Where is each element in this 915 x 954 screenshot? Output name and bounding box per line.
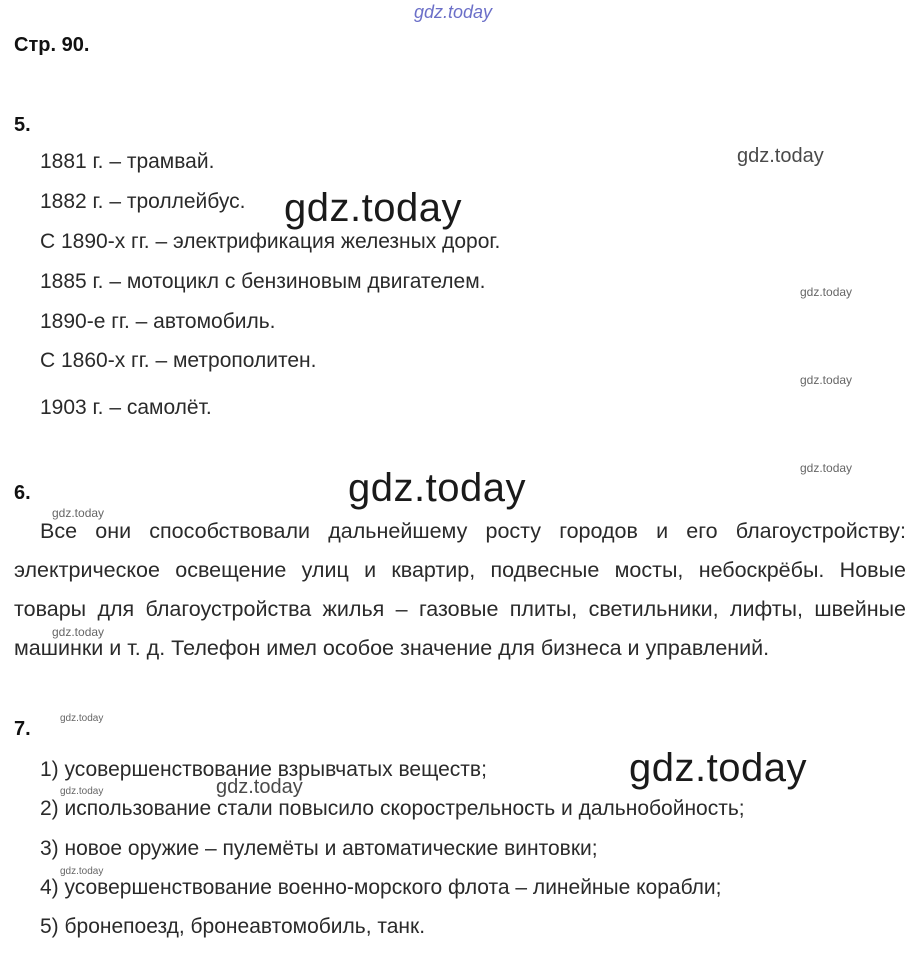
section-number: 5. (14, 114, 31, 136)
watermark-tiny: gdz.today (60, 866, 104, 877)
list-item: 2) использование стали повысило скорострельность и дальнобойность; (40, 797, 745, 820)
section-number: 6. (14, 482, 31, 504)
list-item: 1881 г. – трамвай. (40, 150, 215, 173)
watermark-large: gdz.today (629, 746, 807, 790)
watermark-small: gdz.today (52, 625, 105, 639)
watermark-large: gdz.today (348, 466, 526, 510)
list-item: 1) усовершенствование взрывчатых веществ; (40, 758, 487, 781)
section-number: 7. (14, 718, 31, 740)
list-item: С 1890-х гг. – электрификация железных дорог. (40, 230, 501, 253)
watermark-large: gdz.today (284, 186, 462, 230)
list-item: 4) усовершенствование военно-морского флота – линейные корабли; (40, 876, 722, 899)
list-item: С 1860-х гг. – метрополитен. (40, 349, 317, 372)
paragraph: Все они способствовали дальнейшему росту городов и его благоустройству: электрическое освещение улиц и квартир, подвесные мосты, небоскрёбы. Новые товары для благоустройства жилья – газовые плиты, светильники, лифты, швейные машинки и т. д. Телефон имел особое значение для бизнеса и управлений. (14, 519, 906, 660)
watermark-tiny: gdz.today (60, 786, 104, 797)
page-title: Стр. 90. (14, 34, 90, 56)
watermark-tiny: gdz.today (60, 713, 104, 724)
list-item: 1890-е гг. – автомобиль. (40, 310, 276, 333)
watermark-small: gdz.today (800, 461, 853, 475)
list-item: 1882 г. – троллейбус. (40, 190, 246, 213)
watermark-small: gdz.today (800, 373, 853, 387)
list-item: 3) новое оружие – пулемёты и автоматические винтовки; (40, 837, 598, 860)
watermark-small: gdz.today (52, 506, 105, 520)
list-item: 1903 г. – самолёт. (40, 396, 212, 419)
watermark-small: gdz.today (800, 285, 853, 299)
watermark: gdz.today (216, 776, 303, 798)
watermark: gdz.today (737, 145, 824, 167)
list-item: 5) бронепоезд, бронеавтомобиль, танк. (40, 915, 426, 938)
list-item: 1885 г. – мотоцикл с бензиновым двигателем. (40, 270, 486, 293)
watermark-top: gdz.today (414, 2, 493, 22)
